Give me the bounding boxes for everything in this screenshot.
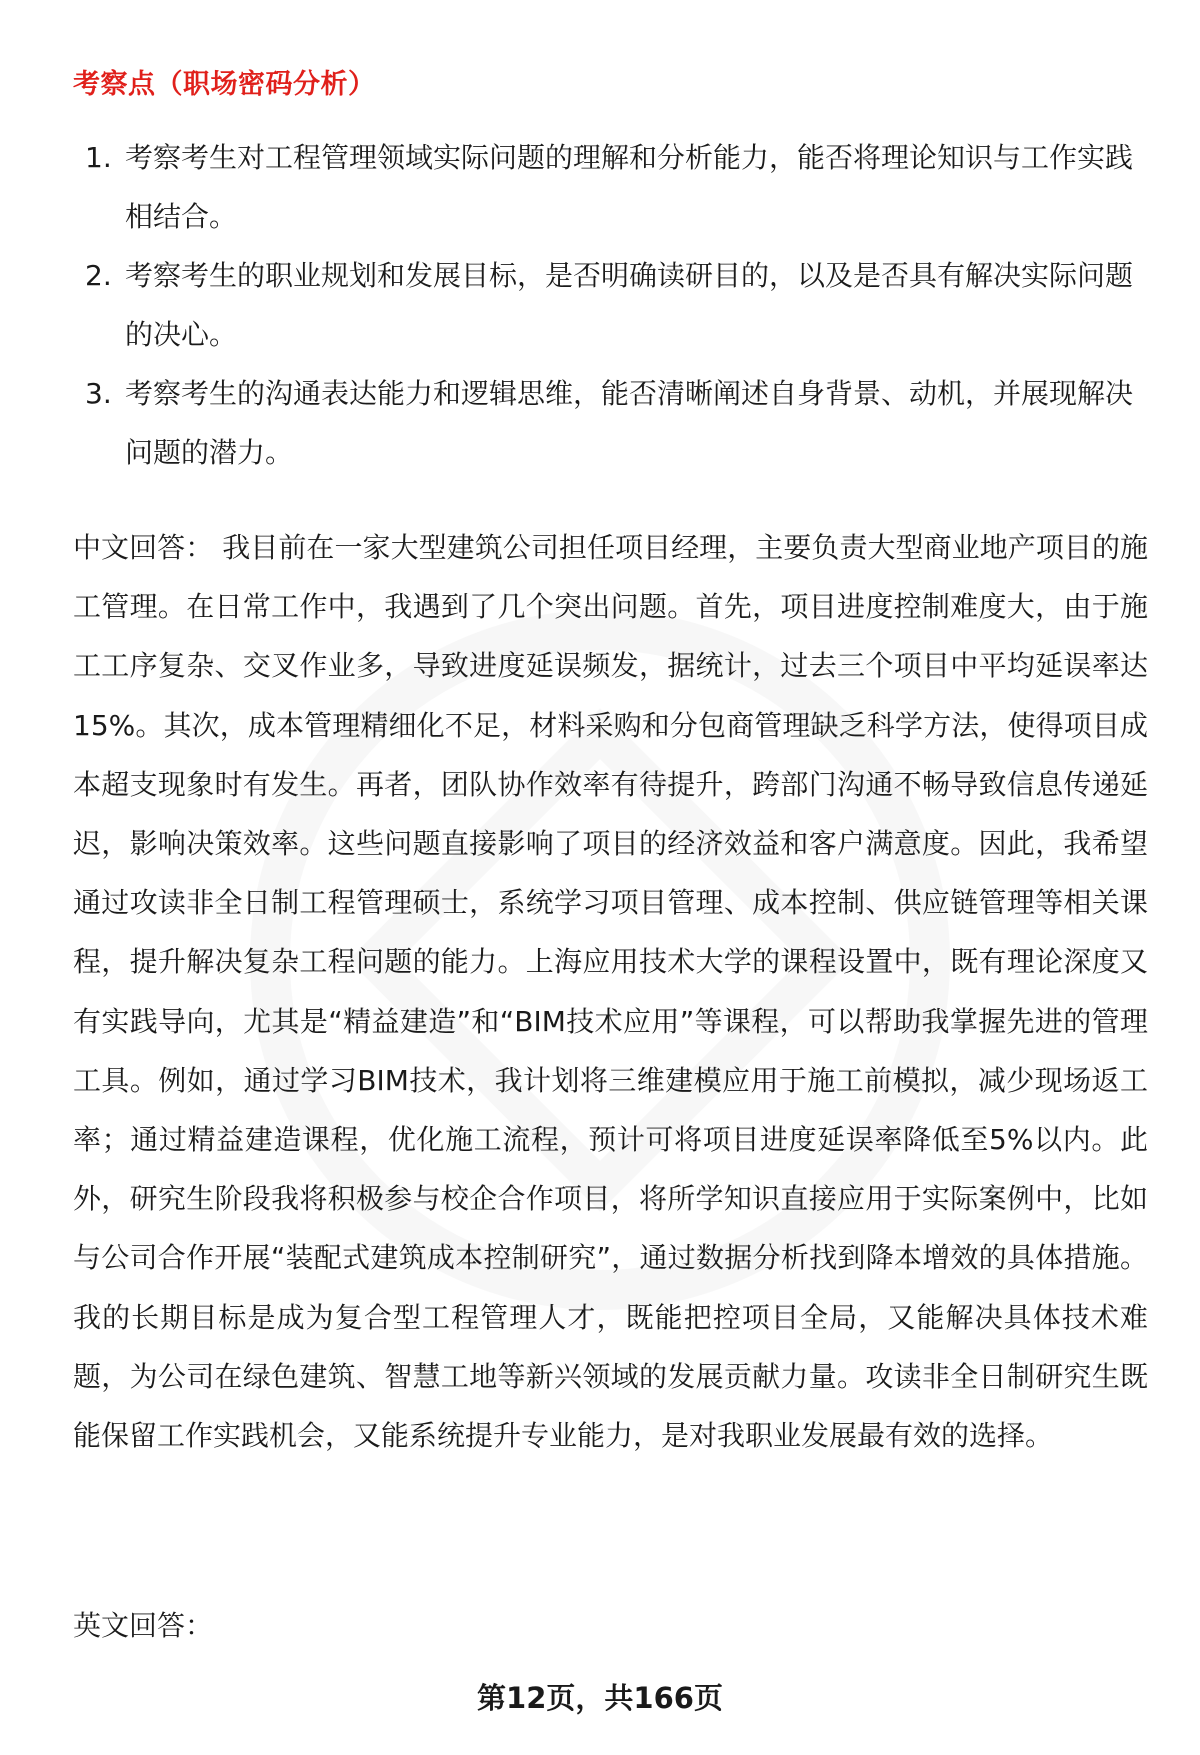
list-item-number: 3.: [85, 377, 112, 410]
list-item-number: 2.: [85, 259, 112, 292]
chinese-answer-paragraph: 中文回答： 我目前在一家大型建筑公司担任项目经理，主要负责大型商业地产项目的施工管理。在日常工作中，我遇到了几个突出问题。首先，项目进度控制难度大，由于施工工序复杂、交叉作业多，导致进度延误频发，据统计，过去三个项目中平均延误率达15%。其次，成本管理精细化不足，材料采购和分包商管理缺乏科学方法，使得项目成本超支现象时有发生。再者，团队协作效率有待提升，跨部门沟通不畅导致信息传递延迟，影响决策效率。这些问题直接影响了项目的经济效益和客户满意度。因此，我希望通过攻读非全日制工程管理硕士，系统学习项目管理、成本控制、供应链管理等相关课程，提升解决复杂工程问题的能力。上海应用技术大学的课程设置中，既有理论深度又有实践导向，尤其是“精益建造”和“BIM技术应用”等课程，可以帮助我掌握先进的管理工具。例如，通过学习BIM技术，我计划将三维建模应用于施工前模拟，减少现场返工率；通过精益建造课程，优化施工流程，预计可将项目进度延误率降低至5%以内。此外，研究生阶段我将积极参与校企合作项目，将所学知识直接应用于实际案例中，比如与公司合作开展“装配式建筑成本控制研究”，通过数据分析找到降本增效的具体措施。我的长期目标是成为复合型工程管理人才，既能把控项目全局，又能解决具体技术难题，为公司在绿色建筑、智慧工地等新兴领域的发展贡献力量。攻读非全日制研究生既能保留工作实践机会，又能系统提升专业能力，是对我职业发展最有效的选择。: [73, 531, 1148, 1453]
section-title: 考察点（职场密码分析）: [73, 69, 376, 100]
page-number-footer: 第12页，共166页: [477, 1681, 723, 1715]
list-item: [73, 364, 1143, 482]
english-answer-label: 英文回答：: [73, 1609, 214, 1642]
list-item-text: 考察考生对工程管理领域实际问题的理解和分析能力，能否将理论知识与工作实践相结合。: [125, 141, 1134, 233]
list-item-text: 考察考生的沟通表达能力和逻辑思维，能否清晰阐述自身背景、动机，并展现解决问题的潜力。: [125, 377, 1134, 469]
list-item-text: 考察考生的职业规划和发展目标，是否明确读研目的，以及是否具有解决实际问题的决心。: [125, 259, 1134, 351]
list-item: [73, 246, 1143, 364]
list-item: [73, 128, 1143, 246]
list-item-number: 1.: [85, 141, 112, 174]
assessment-points-list: [73, 128, 1143, 482]
